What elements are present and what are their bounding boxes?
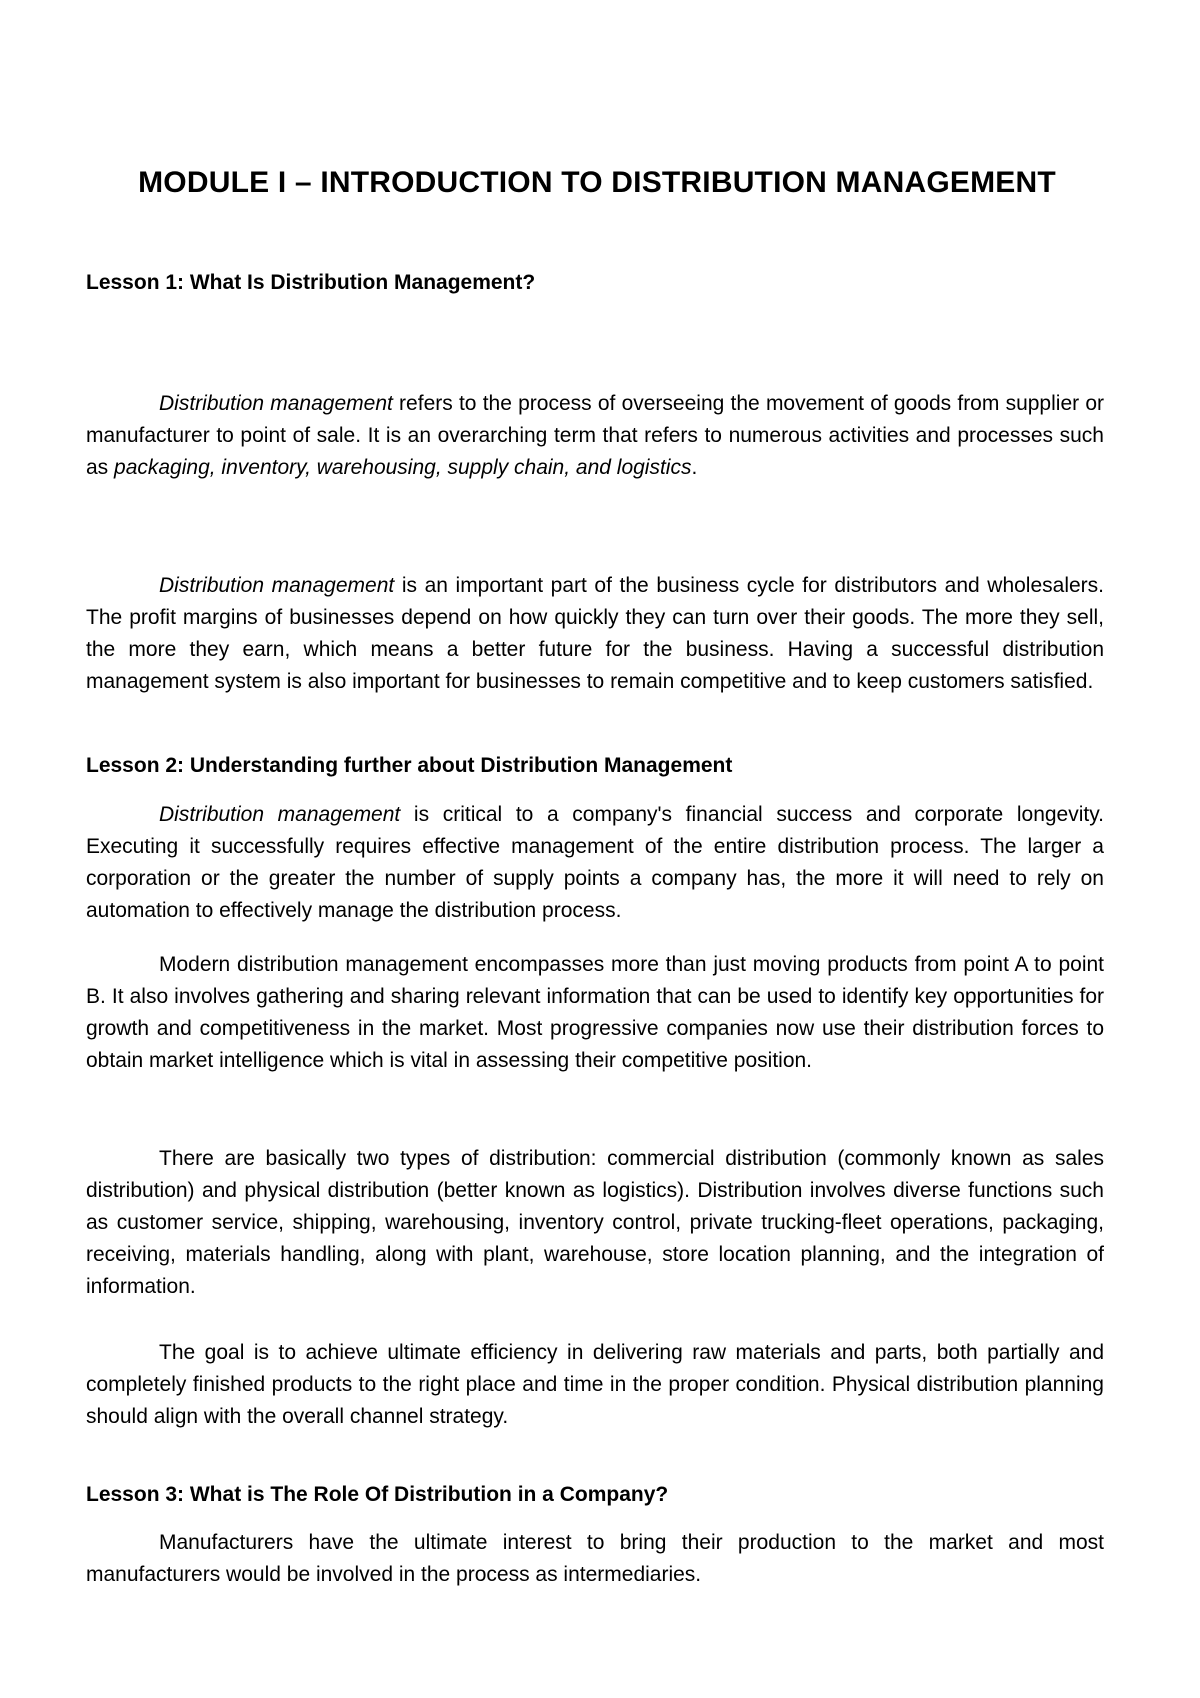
lesson-2-p1-text: is critical to a company's financial success and corporate longevity. Executing it successfully requires effective management of the entire distribution process. The larger a corporation or the greater the number of supply points a company has, the more it will need to rely on automation to effectively manage the distribution process.: [86, 803, 1105, 922]
lesson-2-heading: Lesson 2: Understanding further about Distribution Management: [86, 754, 733, 777]
lesson-2-paragraph-4: The goal is to achieve ultimate efficiency in delivering raw materials and parts, both partially and completely finished products to the right place and time in the proper condition. Physical distribution planning should align with the overall channel strategy.: [86, 1341, 1104, 1428]
lesson-1-p2-term: Distribution management: [159, 574, 395, 597]
lesson-1-p1-term: Distribution management: [159, 392, 393, 415]
lesson-1-p1-examples: packaging, inventory, warehousing, supply chain, and logistics: [114, 456, 692, 479]
lesson-1-p2-text: is an important part of the business cycle for distributors and wholesalers. The profit margins of businesses depend on how quickly they can turn over their goods. The more they sell, the more they earn, which means a better future for the business. Having a successful distribution management system is also important for businesses to remain competitive and to keep customers satisfied.: [86, 574, 1104, 693]
lesson-2-paragraph-1: [86, 799, 1104, 927]
lesson-3-heading: Lesson 3: What is The Role Of Distribution in a Company?: [86, 1483, 669, 1506]
lesson-1-heading: Lesson 1: What Is Distribution Management?: [86, 271, 536, 294]
module-title: MODULE I – INTRODUCTION TO DISTRIBUTION MANAGEMENT: [138, 166, 1056, 199]
lesson-2-paragraph-2: Modern distribution management encompasses more than just moving products from point A to point B. It also involves gathering and sharing relevant information that can be used to identify key opportunities for growth and competitiveness in the market. Most progressive companies now use their distribution forces to obtain market intelligence which is vital in assessing their competitive position.: [86, 953, 1104, 1072]
lesson-1-p1-text: refers to the process of overseeing the movement of goods from supplier or manufacturer to point of sale. It is an overarching term that refers to numerous activities and processes such as: [86, 392, 1105, 479]
lesson-3-paragraph-1: Manufacturers have the ultimate interest to bring their production to the market and most manufacturers would be involved in the process as intermediaries.: [86, 1531, 1104, 1586]
lesson-2-paragraph-3: There are basically two types of distribution: commercial distribution (commonly known as sales distribution) and physical distribution (better known as logistics). Distribution involves diverse functions such as customer service, shipping, warehousing, inventory control, private trucking-fleet operations, packaging, receiving, materials handling, along with plant, warehouse, store location planning, and the integration of information.: [86, 1147, 1104, 1298]
lesson-2-p1-term: Distribution management: [159, 803, 401, 826]
lesson-1-paragraph-2: [86, 570, 1104, 698]
lesson-1-p1-end: .: [691, 456, 698, 479]
lesson-1-paragraph-1: [86, 388, 1104, 484]
